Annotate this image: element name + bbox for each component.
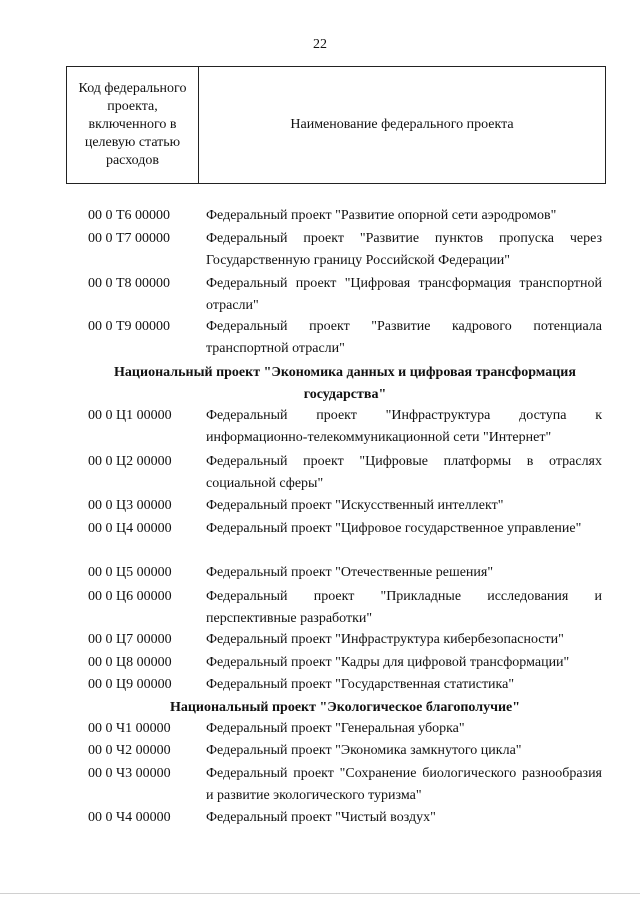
project-name: Федеральный проект "Генеральная уборка"	[206, 721, 465, 736]
project-name: Федеральный проект "Цифровое государственное управление"	[206, 521, 582, 536]
project-code: 00 0 Ц4 00000	[88, 521, 172, 536]
project-code: 00 0 Ч2 00000	[88, 743, 171, 758]
project-code: 00 0 Т6 00000	[88, 208, 171, 223]
project-code: 00 0 Ц2 00000	[88, 454, 172, 469]
table-header	[66, 66, 606, 184]
table-row	[88, 763, 602, 807]
project-name: Федеральный проект "Развитие опорной сети аэродромов"	[206, 208, 557, 223]
table-row	[88, 586, 602, 630]
table-row	[88, 205, 602, 227]
table-row	[88, 674, 602, 696]
project-name: Федеральный проект "Экономика замкнутого цикла"	[206, 743, 522, 758]
project-code: 00 0 Ч3 00000	[88, 766, 171, 781]
project-name: Федеральный проект "Инфраструктура доступа к информационно-телекоммуникационной сети "Интернет"	[206, 408, 602, 445]
project-name: Федеральный проект "Развитие пунктов пропуска через Государственную границу Российской Федерации"	[206, 231, 602, 268]
header-code-column: Код федерального проекта, включенного в целевую статью расходов	[67, 67, 199, 183]
project-code: 00 0 Ч1 00000	[88, 721, 171, 736]
project-name: Федеральный проект "Прикладные исследования и перспективные разработки"	[206, 589, 602, 626]
table-row	[88, 718, 602, 740]
table-row	[88, 652, 602, 674]
table-row	[88, 629, 602, 651]
project-code: 00 0 Ц1 00000	[88, 408, 172, 423]
project-code: 00 0 Ц3 00000	[88, 498, 172, 513]
project-code: 00 0 Ц8 00000	[88, 655, 172, 670]
scan-edge	[0, 893, 640, 894]
project-name: Федеральный проект "Цифровые платформы в отраслях социальной сферы"	[206, 454, 602, 491]
project-code: 00 0 Т7 00000	[88, 231, 171, 246]
table-row	[88, 518, 602, 540]
project-code: 00 0 Ц9 00000	[88, 677, 172, 692]
project-code: 00 0 Ц7 00000	[88, 632, 172, 647]
project-code: 00 0 Т9 00000	[88, 319, 171, 334]
table-row	[88, 273, 602, 317]
project-name: Федеральный проект "Отечественные решения"	[206, 565, 494, 580]
section-heading: Национальный проект "Экономика данных и цифровая трансформация государства"	[114, 365, 576, 402]
section-heading: Национальный проект "Экологическое благополучие"	[169, 700, 521, 715]
table-row	[88, 451, 602, 495]
project-code: 00 0 Ц5 00000	[88, 565, 172, 580]
table-row	[88, 228, 602, 272]
project-code: 00 0 Т8 00000	[88, 276, 171, 291]
table-row	[88, 807, 602, 829]
project-name: Федеральный проект "Искусственный интеллект"	[206, 498, 504, 513]
project-name: Федеральный проект "Чистый воздух"	[206, 810, 436, 825]
page-number: 22	[313, 37, 327, 52]
header-name-column: Наименование федерального проекта	[290, 117, 514, 132]
project-name: Федеральный проект "Государственная статистика"	[206, 677, 515, 692]
project-code: 00 0 Ц6 00000	[88, 589, 172, 604]
table-row	[88, 495, 602, 517]
table-row	[88, 562, 602, 584]
table-row	[88, 316, 602, 360]
project-name: Федеральный проект "Цифровая трансформация транспортной отрасли"	[206, 276, 602, 313]
project-name: Федеральный проект "Сохранение биологического разнообразия и развитие экологического туризма"	[206, 766, 602, 803]
project-name: Федеральный проект "Кадры для цифровой трансформации"	[206, 655, 570, 670]
table-row	[88, 405, 602, 449]
table-row	[88, 740, 602, 762]
project-code: 00 0 Ч4 00000	[88, 810, 171, 825]
project-name: Федеральный проект "Инфраструктура кибербезопасности"	[206, 632, 564, 647]
project-name: Федеральный проект "Развитие кадрового потенциала транспортной отрасли"	[206, 319, 602, 356]
